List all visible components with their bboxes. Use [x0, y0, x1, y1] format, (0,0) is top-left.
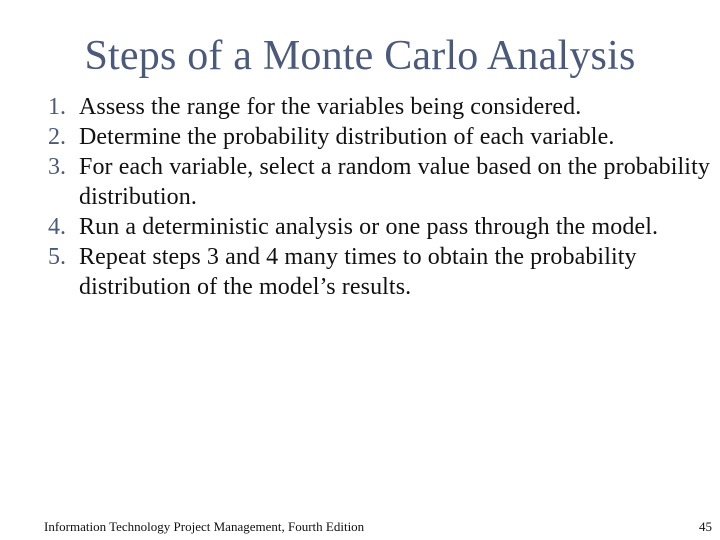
step-item-5 [0, 242, 720, 302]
step-number: 5. [48, 244, 66, 270]
slide-title: Steps of a Monte Carlo Analysis [84, 33, 636, 79]
step-text: Assess the range for the variables being considered. [79, 94, 582, 120]
step-item-4 [0, 212, 720, 242]
steps-list [0, 92, 720, 302]
step-item-2 [0, 122, 720, 152]
step-number: 2. [48, 124, 66, 150]
step-number: 3. [48, 154, 66, 180]
step-text: Run a deterministic analysis or one pass through the model. [79, 214, 659, 240]
step-item-3 [0, 152, 720, 212]
page-number: 45 [699, 519, 712, 534]
step-item-1 [0, 92, 720, 122]
slide-footer: Information Technology Project Management, Fourth Edition [44, 519, 365, 534]
step-text: Repeat steps 3 and 4 many times to obtain the probability distribution of the model’s results. [79, 244, 637, 300]
step-number: 1. [48, 94, 66, 120]
step-number: 4. [48, 214, 66, 240]
step-text: For each variable, select a random value based on the probability distribution. [79, 154, 710, 210]
step-text: Determine the probability distribution of each variable. [79, 124, 615, 150]
